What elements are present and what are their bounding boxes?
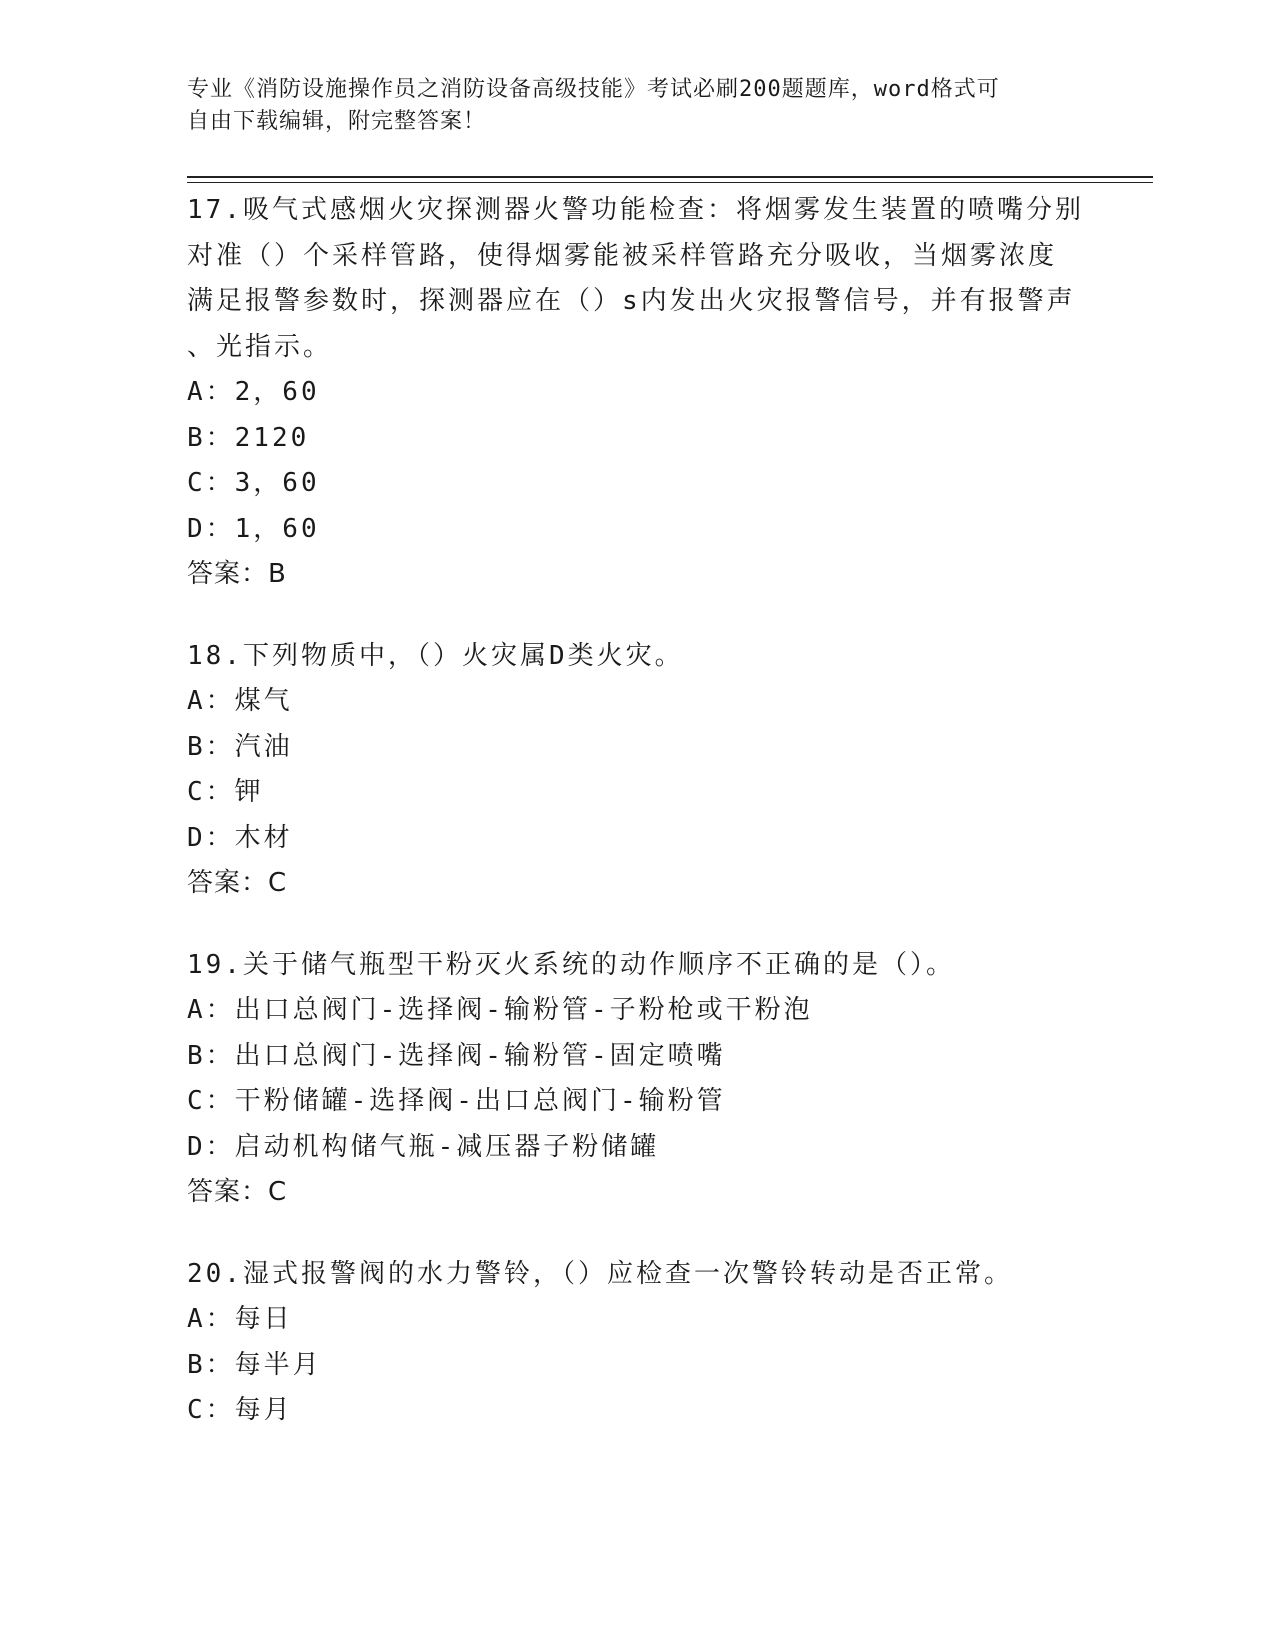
question-list (187, 188, 1087, 1470)
document-header (187, 74, 1087, 138)
question-17 (187, 188, 1087, 598)
question-18 (187, 634, 1087, 907)
option-c: C：每月 (187, 1395, 293, 1425)
header-divider-thin (187, 182, 1153, 183)
answer: 答案：C (187, 1177, 288, 1207)
option-c: C：干粉储罐-选择阀-出口总阀门-输粉管 (187, 1086, 726, 1116)
option-d: D：启动机构储气瓶-减压器子粉储罐 (187, 1131, 660, 1162)
header-line-1: 专业《消防设施操作员之消防设备高级技能》考试必刷200题题库，word格式可 (187, 77, 1000, 102)
option-a: A：出口总阀门-选择阀-输粉管-子粉枪或干粉泡 (187, 995, 813, 1025)
option-c: C：钾 (187, 777, 264, 807)
option-d: D：木材 (187, 822, 293, 853)
question-text: 19.关于储气瓶型干粉灭火系统的动作顺序不正确的是（）。 (187, 949, 955, 980)
question-text: 对准（）个采样管路，使得烟雾能被采样管路充分吸收，当烟雾浓度 (187, 240, 1058, 271)
answer: 答案：B (187, 559, 287, 589)
option-b: B：汽油 (187, 731, 293, 762)
option-a: A：每日 (187, 1304, 293, 1334)
option-a: A：煤气 (187, 686, 293, 716)
option-b: B：每半月 (187, 1349, 322, 1380)
option-c: C：3，60 (187, 468, 320, 498)
question-text: 20.湿式报警阀的水力警铃，（）应检查一次警铃转动是否正常。 (187, 1258, 1013, 1289)
question-20 (187, 1252, 1087, 1434)
option-b: B：2120 (187, 422, 310, 453)
option-b: B：出口总阀门-选择阀-输粉管-固定喷嘴 (187, 1040, 726, 1071)
answer: 答案：C (187, 868, 288, 898)
header-divider (187, 176, 1153, 178)
header-line-2: 自由下载编辑，附完整答案！ (187, 109, 487, 134)
question-text: 满足报警参数时，探测器应在（）s内发出火灾报警信号，并有报警声 (187, 286, 1076, 316)
question-text: 17.吸气式感烟火灾探测器火警功能检查：将烟雾发生装置的喷嘴分别 (187, 195, 1084, 225)
option-d: D：1，60 (187, 513, 320, 544)
question-text: 18.下列物质中，（）火灾属D类火灾。 (187, 640, 684, 671)
option-a: A：2，60 (187, 377, 320, 407)
question-text: 、光指示。 (187, 331, 333, 362)
question-19 (187, 943, 1087, 1216)
